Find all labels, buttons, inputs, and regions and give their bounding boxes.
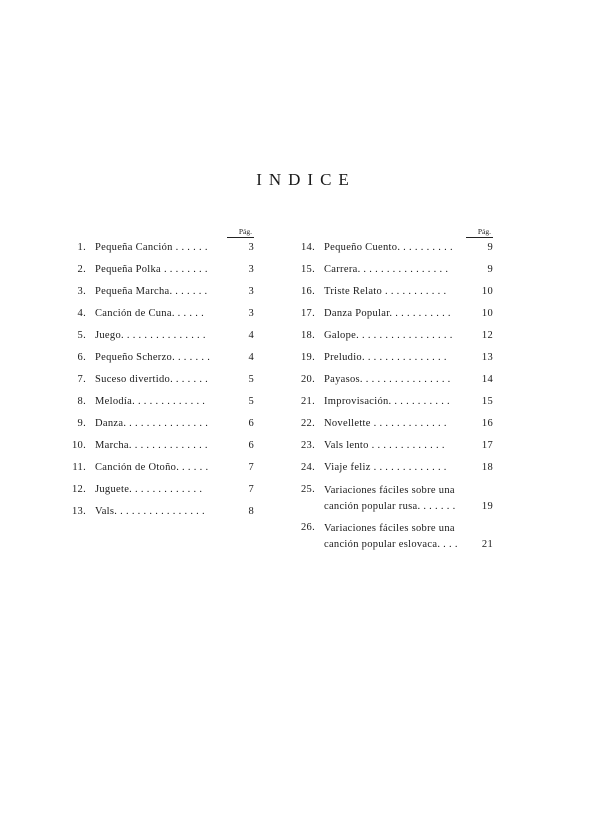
entry-number: 20. (300, 374, 315, 385)
entry-number: 2. (77, 264, 86, 275)
entry-title: Pequeña Marcha. . . . . . . (95, 286, 208, 297)
entry-title: Marcha. . . . . . . . . . . . . . (95, 440, 208, 451)
index-entry (289, 439, 493, 452)
entry-page-number: 17 (481, 440, 493, 451)
entry-page-number: 3 (248, 242, 254, 253)
entry-list-right (289, 241, 493, 553)
entry-page-number: 3 (248, 264, 254, 275)
index-entry (289, 417, 493, 430)
entry-number: 23. (300, 440, 315, 451)
entry-title: Galope. . . . . . . . . . . . . . . . . (324, 330, 453, 341)
entry-title: Vals. . . . . . . . . . . . . . . . (95, 506, 205, 517)
entry-page-number: 7 (248, 484, 254, 495)
entry-number: 24. (300, 462, 315, 473)
index-entry (289, 241, 493, 254)
index-entry (289, 351, 493, 364)
entry-page-number: 6 (248, 418, 254, 429)
entry-title-line: Variaciones fáciles sobre una (324, 485, 455, 496)
entry-number: 8. (77, 396, 86, 407)
index-entry (62, 307, 254, 320)
index-entry (62, 241, 254, 254)
entry-page-number: 5 (248, 374, 254, 385)
entry-page-number: 9 (487, 242, 493, 253)
index-entry (62, 461, 254, 474)
entry-page-number: 12 (481, 330, 493, 341)
entry-page-number: 3 (248, 308, 254, 319)
entry-number: 6. (77, 352, 86, 363)
entry-title: Novellette . . . . . . . . . . . . . (324, 418, 447, 429)
entry-title: Payasos. . . . . . . . . . . . . . . . (324, 374, 451, 385)
entry-title: Pequeño Cuento. . . . . . . . . . (324, 242, 453, 253)
index-entry (62, 351, 254, 364)
entry-title: Pequeña Canción . . . . . . (95, 242, 208, 253)
entry-number: 22. (300, 418, 315, 429)
entry-page-number: 9 (487, 264, 493, 275)
page-title: INDICE (256, 170, 356, 189)
entry-number: 14. (300, 242, 315, 253)
entry-number: 7. (77, 374, 86, 385)
index-entry (289, 521, 493, 553)
entry-number: 10. (71, 440, 86, 451)
entry-title: Vals lento . . . . . . . . . . . . . (324, 440, 445, 451)
entry-title (315, 521, 473, 553)
entry-number: 19. (300, 352, 315, 363)
entry-title: Danza Popular. . . . . . . . . . . (324, 308, 451, 319)
entry-number: 17. (300, 308, 315, 319)
entry-title: Juguete. . . . . . . . . . . . . (95, 484, 203, 495)
entry-page-number: 7 (248, 462, 254, 473)
index-entry (62, 483, 254, 496)
page-column-header: Pág. (289, 227, 493, 241)
entry-page-number: 13 (481, 352, 493, 363)
entry-title-line: Variaciones fáciles sobre una (324, 523, 455, 534)
entry-number: 4. (77, 308, 86, 319)
page-column-header: Pág. (62, 227, 254, 241)
entry-title: Triste Relato . . . . . . . . . . . (324, 286, 447, 297)
entry-page-number: 3 (248, 286, 254, 297)
entry-page-number: 4 (248, 352, 254, 363)
entry-page-number: 19 (481, 501, 493, 512)
index-entry (289, 395, 493, 408)
entry-page-number: 16 (481, 418, 493, 429)
index-entry (289, 373, 493, 386)
index-entry (62, 505, 254, 518)
entry-title (315, 483, 473, 515)
entry-title: Juego. . . . . . . . . . . . . . . (95, 330, 206, 341)
entry-page-number: 10 (481, 286, 493, 297)
entry-page-number: 4 (248, 330, 254, 341)
entry-page-number: 6 (248, 440, 254, 451)
entry-title: Canción de Cuna. . . . . . (95, 308, 204, 319)
entry-number: 16. (300, 286, 315, 297)
index-entry (62, 439, 254, 452)
entry-list-left (62, 241, 254, 518)
entry-title: Canción de Otoño. . . . . . (95, 462, 209, 473)
entry-number: 26. (300, 522, 315, 533)
index-entry (62, 395, 254, 408)
entry-title-line: canción popular rusa. . . . . . . (324, 501, 456, 512)
entry-page-number: 15 (481, 396, 493, 407)
index-entry (289, 461, 493, 474)
entry-title: Preludio. . . . . . . . . . . . . . . (324, 352, 447, 363)
entry-page-number: 18 (481, 462, 493, 473)
entry-title: Suceso divertido. . . . . . . (95, 374, 209, 385)
entry-title: Melodía. . . . . . . . . . . . . (95, 396, 206, 407)
entry-page-number: 8 (248, 506, 254, 517)
index-entry (62, 285, 254, 298)
index-column-right (289, 227, 493, 559)
entry-title: Carrera. . . . . . . . . . . . . . . . (324, 264, 449, 275)
index-entry (289, 329, 493, 342)
entry-number: 1. (77, 242, 86, 253)
index-entry (289, 307, 493, 320)
entry-title: Pequeña Polka . . . . . . . . (95, 264, 208, 275)
entry-number: 9. (77, 418, 86, 429)
entry-number: 13. (71, 506, 86, 517)
entry-title: Pequeño Scherzo. . . . . . . (95, 352, 211, 363)
entry-title-line: canción popular eslovaca. . . . (324, 539, 458, 550)
index-entry (289, 285, 493, 298)
entry-number: 15. (300, 264, 315, 275)
entry-page-number: 21 (481, 539, 493, 550)
entry-title: Improvisación. . . . . . . . . . . (324, 396, 450, 407)
index-column-left (62, 227, 254, 527)
entry-title: Viaje feliz . . . . . . . . . . . . . (324, 462, 447, 473)
index-entry (289, 483, 493, 515)
entry-number: 11. (72, 462, 86, 473)
entry-title: Danza. . . . . . . . . . . . . . . (95, 418, 209, 429)
entry-page-number: 10 (481, 308, 493, 319)
entry-number: 12. (71, 484, 86, 495)
index-entry (62, 417, 254, 430)
entry-number: 3. (77, 286, 86, 297)
index-entry (62, 329, 254, 342)
index-entry (62, 263, 254, 276)
index-entry (62, 373, 254, 386)
entry-number: 21. (300, 396, 315, 407)
entry-number: 18. (300, 330, 315, 341)
entry-number: 25. (300, 484, 315, 495)
index-entry (289, 263, 493, 276)
entry-number: 5. (77, 330, 86, 341)
entry-page-number: 5 (248, 396, 254, 407)
entry-page-number: 14 (481, 374, 493, 385)
